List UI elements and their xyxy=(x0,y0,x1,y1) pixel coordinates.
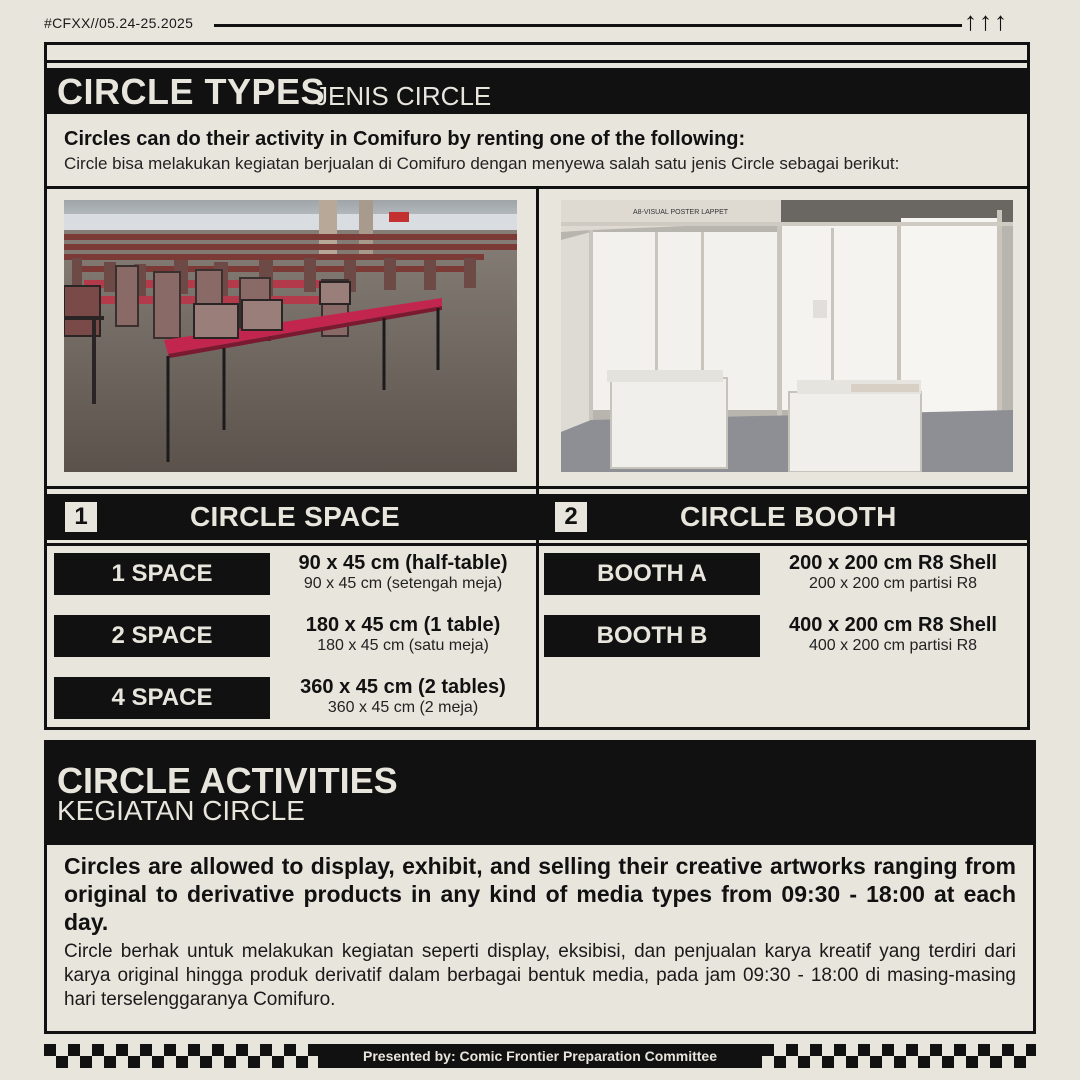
circle-booth-photo xyxy=(561,200,1013,472)
circle-space-header xyxy=(47,494,537,540)
intro-text-id: Circle bisa melakukan kegiatan berjualan di Comifuro dengan menyewa salah satu jenis Circle sebagai berikut: xyxy=(64,154,900,173)
space-size-en: 90 x 45 cm (half-table) xyxy=(298,552,508,574)
intro-text-en: Circles can do their activity in Comifuro by renting one of the following: xyxy=(64,128,746,150)
circle-space-title: CIRCLE SPACE xyxy=(190,501,400,532)
checker-pattern-left xyxy=(44,1044,318,1068)
circle-booth-title: CIRCLE BOOTH xyxy=(680,501,897,532)
booth-sign-text: A8-VISUAL POSTER LAPPET xyxy=(633,209,729,216)
presented-by: Presented by: Comic Frontier Preparation Committee xyxy=(318,1044,762,1068)
circle-types-subtitle: JENIS CIRCLE xyxy=(315,81,492,111)
circle-types-header xyxy=(47,68,1027,114)
booth-label: BOOTH B xyxy=(544,615,760,657)
space-label: 4 SPACE xyxy=(54,677,270,719)
divider xyxy=(47,543,1027,546)
space-size-id: 90 x 45 cm (setengah meja) xyxy=(303,575,503,592)
up-arrows-icon: ↑↑↑ xyxy=(964,6,1009,36)
circle-booth-header xyxy=(539,494,1027,540)
space-label: 2 SPACE xyxy=(54,615,270,657)
space-label: 1 SPACE xyxy=(54,553,270,595)
space-size-id: 180 x 45 cm (satu meja) xyxy=(317,637,489,654)
booth-label: BOOTH A xyxy=(544,553,760,595)
booth-size-en: 200 x 200 cm R8 Shell xyxy=(789,552,997,574)
activities-text-id: Circle berhak untuk melakukan kegiatan seperti display, eksibisi, dan penjualan karya kreatif yang terdiri dari karya original hingga produk derivatif dalam berbagai bentuk media, pada jam 09:30 - 18:00 di masing-masing hari terselenggaranya Comifuro. xyxy=(64,941,1016,1010)
event-hashtag: #CFXX//05.24-25.2025 xyxy=(44,15,194,31)
booth-size-en: 400 x 200 cm R8 Shell xyxy=(789,614,997,636)
circle-space-number: 1 xyxy=(65,502,97,532)
header-rule xyxy=(214,24,962,27)
title-top-rule xyxy=(47,60,1027,63)
checker-pattern-right xyxy=(762,1044,1036,1068)
activities-text-en: Circles are allowed to display, exhibit, and selling their creative artworks ranging from original to derivative products in any kind of media types from 09:30 - 18:00 at each day. xyxy=(64,853,1016,935)
circle-space-photo xyxy=(64,200,517,472)
circle-activities-header xyxy=(47,743,1033,845)
circle-activities-title: CIRCLE ACTIVITIES xyxy=(57,760,398,801)
space-size-en: 180 x 45 cm (1 table) xyxy=(305,614,501,636)
booth-size-id: 400 x 200 cm partisi R8 xyxy=(808,637,978,654)
column-divider xyxy=(536,186,539,730)
circle-booth-number: 2 xyxy=(555,502,587,532)
circle-activities-subtitle: KEGIATAN CIRCLE xyxy=(57,795,305,826)
space-size-en: 360 x 45 cm (2 tables) xyxy=(300,676,506,698)
space-size-id: 360 x 45 cm (2 meja) xyxy=(327,699,479,716)
divider xyxy=(47,486,1027,489)
circle-types-title: CIRCLE TYPES xyxy=(57,71,326,112)
booth-size-id: 200 x 200 cm partisi R8 xyxy=(808,575,978,592)
